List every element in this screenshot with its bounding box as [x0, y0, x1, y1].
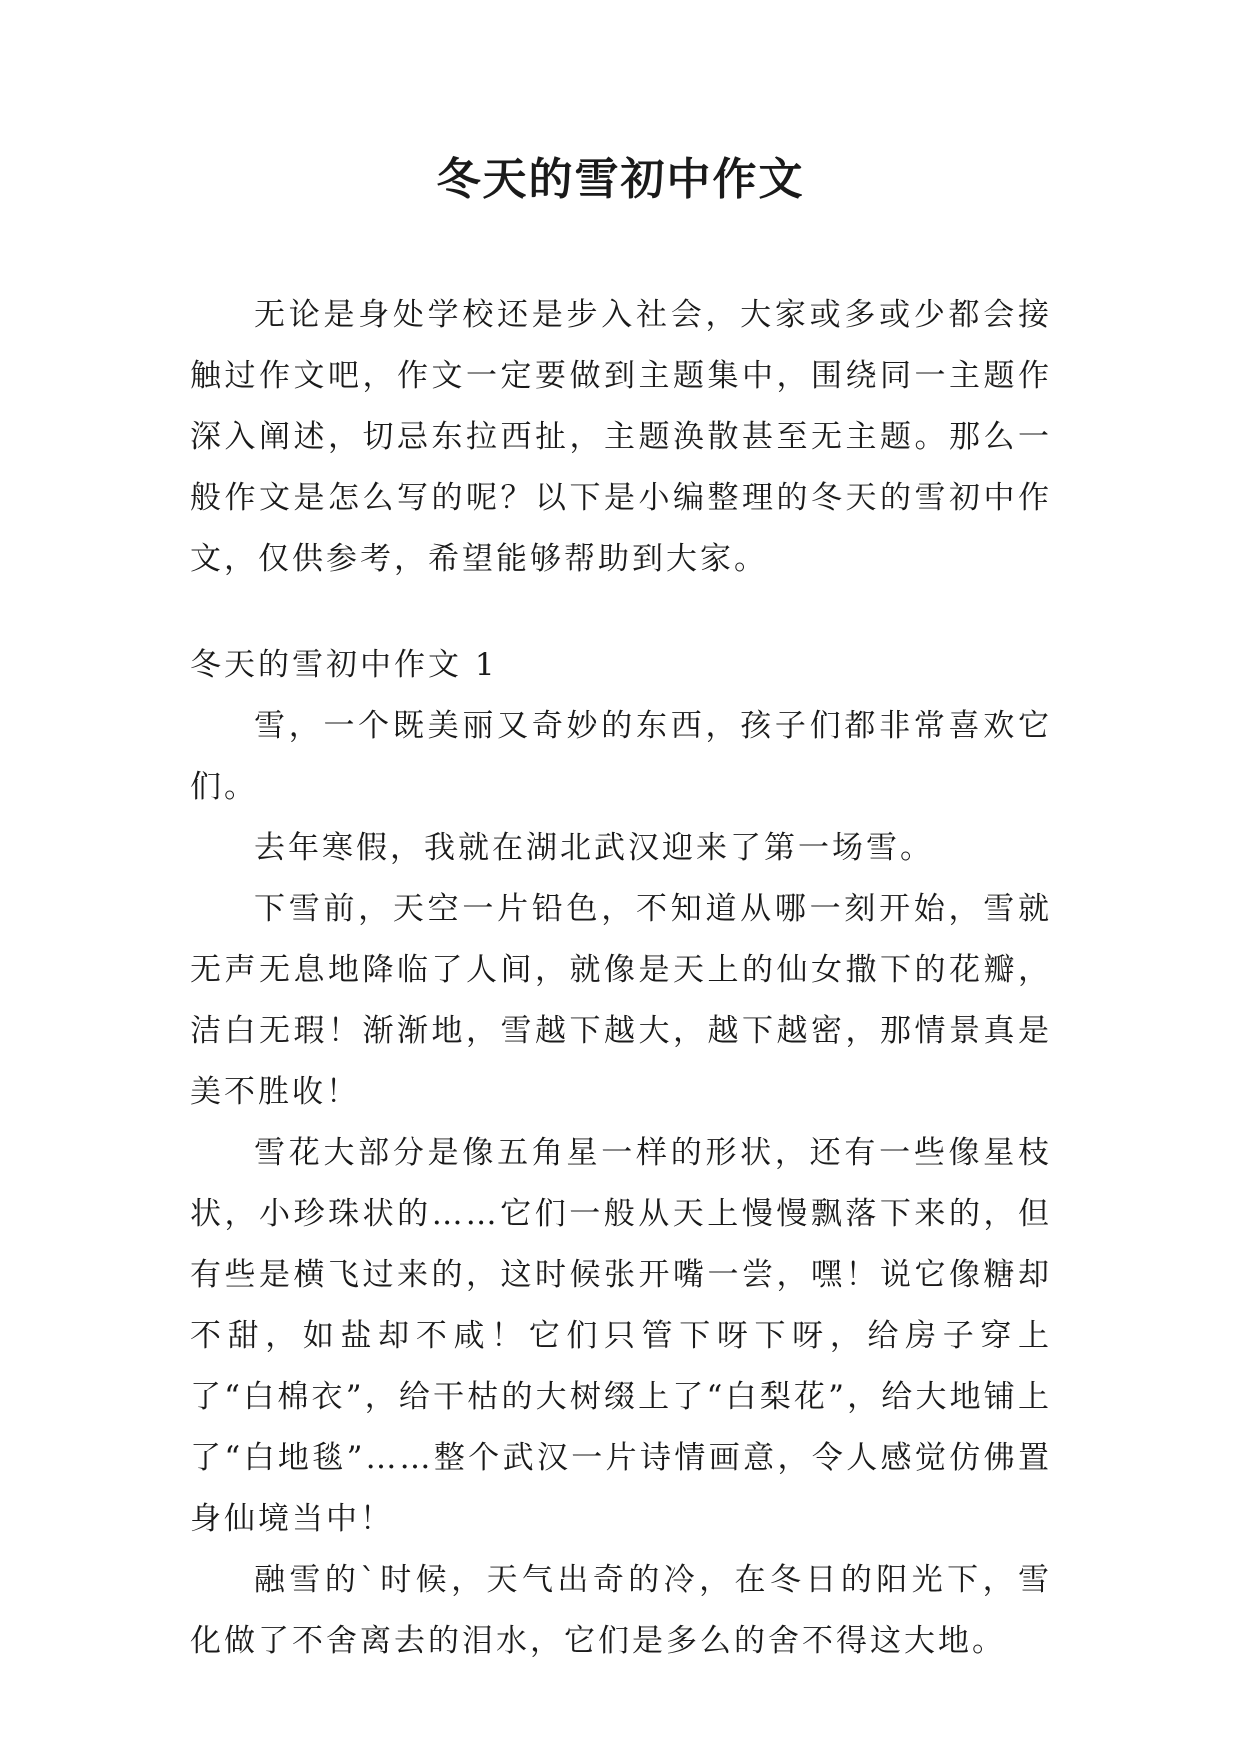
essay-paragraph: 雪，一个既美丽又奇妙的东西，孩子们都非常喜欢它们。: [190, 708, 1052, 805]
essay-paragraph: 雪花大部分是像五角星一样的形状，还有一些像星枝状，小珍珠状的……它们一般从天上慢慢飘落下来的，但有些是横飞过来的，这时候张开嘴一尝，嘿！说它像糖却不甜，如盐却不咸！它们只管下呀下呀，给房子穿上了“白棉衣”，给干枯的大树缀上了“白梨花”，给大地铺上了“白地毯”……整个武汉一片诗情画意，令人感觉仿佛置身仙境当中！: [190, 1135, 1052, 1537]
document-title: 冬天的雪初中作文: [436, 154, 805, 205]
essay-body: [190, 696, 1052, 1672]
intro-paragraph: 无论是身处学校还是步入社会，大家或多或少都会接触过作文吧，作文一定要做到主题集中，围绕同一主题作深入阐述，切忌东拉西扯，主题涣散甚至无主题。那么一般作文是怎么写的呢？以下是小编整理的冬天的雪初中作文，仅供参考，希望能够帮助到大家。: [190, 297, 1052, 577]
essay-paragraph: 下雪前，天空一片铅色，不知道从哪一刻开始，雪就无声无息地降临了人间，就像是天上的仙女撒下的花瓣，洁白无瑕！渐渐地，雪越下越大，越下越密，那情景真是美不胜收！: [190, 891, 1052, 1110]
essay-paragraph: 融雪的`时候，天气出奇的冷，在冬日的阳光下，雪化做了不舍离去的泪水，它们是多么的舍不得这大地。: [190, 1562, 1052, 1659]
essay-paragraph: 去年寒假，我就在湖北武汉迎来了第一场雪。: [254, 830, 934, 866]
section-heading: 冬天的雪初中作文 1: [190, 647, 498, 683]
